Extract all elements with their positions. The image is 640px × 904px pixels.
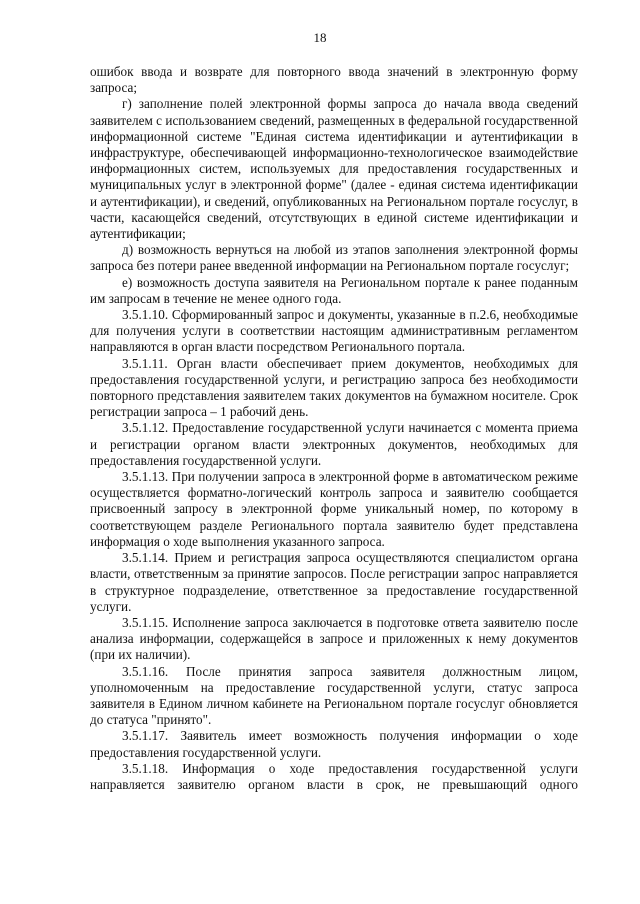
paragraph-continuation: ошибок ввода и возврате для повторного ввода значений в электронную форму запроса;: [90, 64, 578, 96]
paragraph-3-5-1-17: 3.5.1.17. Заявитель имеет возможность получения информации о ходе предоставления государственной услуги.: [90, 728, 578, 760]
paragraph-item-d: д) возможность вернуться на любой из этапов заполнения электронной формы запроса без потери ранее введенной информации на Региональном портале госуслуг;: [90, 242, 578, 274]
paragraph-3-5-1-10: 3.5.1.10. Сформированный запрос и документы, указанные в п.2.6, необходимые для получения услуги в соответствии настоящим административным регламентом направляются в орган власти посредством Регионального портала.: [90, 307, 578, 355]
document-body: [90, 64, 578, 793]
paragraph-item-e: е) возможность доступа заявителя на Региональном портале к ранее поданным им запросам в течение не менее одного года.: [90, 274, 578, 306]
paragraph-3-5-1-16: 3.5.1.16. После принятия запроса заявителя должностным лицом, уполномоченным на предоставление государственной услуги, статус запроса заявителя в Едином личном кабинете на Региональном портале госуслуг обновляется до статуса "принято".: [90, 663, 578, 728]
paragraph-3-5-1-12: 3.5.1.12. Предоставление государственной услуги начинается с момента приема и регистрации органом власти электронных документов, необходимых для предоставления государственной услуги.: [90, 420, 578, 468]
paragraph-3-5-1-11: 3.5.1.11. Орган власти обеспечивает прием документов, необходимых для предоставления государственной услуги, и регистрацию запроса без необходимости повторного представления заявителем таких документов на бумажном носителе. Срок регистрации запроса – 1 рабочий день.: [90, 355, 578, 420]
page-number: 18: [313, 30, 327, 45]
paragraph-item-g: г) заполнение полей электронной формы запроса до начала ввода сведений заявителем с использованием сведений, размещенных в федеральной государственной информационной системе "Единая система идентификации и аутентификации в инфраструктуре, обеспечивающей информационно-технологическое взаимодействие информационных систем, используемых для предоставления государственных и муниципальных услуг в электронной форме" (далее - единая система идентификации и аутентификации), и сведений, опубликованных на Региональном портале госуслуг, в части, касающейся сведений, отсутствующих в единой системе идентификации и аутентификации;: [90, 96, 578, 242]
paragraph-3-5-1-15: 3.5.1.15. Исполнение запроса заключается в подготовке ответа заявителю после анализа информации, содержащейся в запросе и приложенных к нему документов (при их наличии).: [90, 614, 578, 663]
paragraph-3-5-1-14: 3.5.1.14. Прием и регистрация запроса осуществляются специалистом органа власти, ответственным за принятие запросов. После регистрации запрос направляется в структурное подразделение, ответственное за предоставление государственной услуги.: [90, 550, 578, 614]
paragraph-3-5-1-13: 3.5.1.13. При получении запроса в электронной форме в автоматическом режиме осуществляется форматно-логический контроль запроса и заявителю сообщается присвоенный запросу в электронной форме уникальный номер, по которому в соответствующем разделе Регионального портала заявителю будет представлена информация о ходе выполнения указанного запроса.: [90, 469, 578, 549]
paragraph-3-5-1-18: 3.5.1.18. Информация о ходе предоставления государственной услуги направляется заявителю органом власти в срок, не превышающий одного: [90, 760, 578, 792]
